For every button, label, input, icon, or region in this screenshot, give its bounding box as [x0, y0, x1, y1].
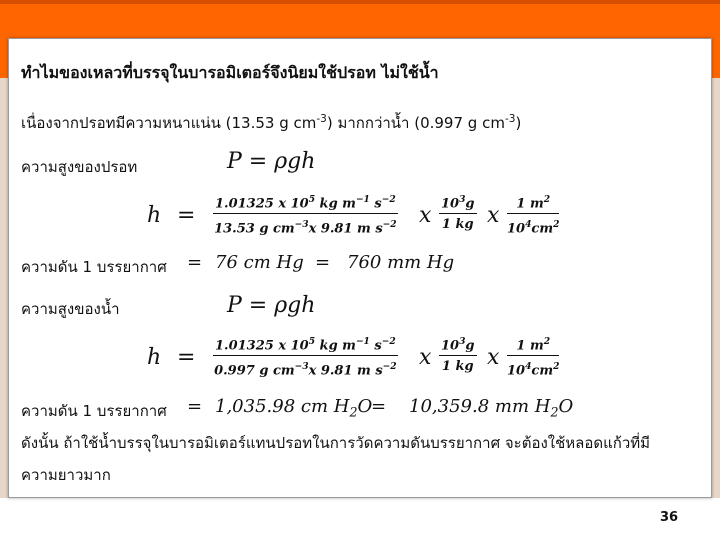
mercury-fraction-area: $\frac{1 m^2}{10^4cm^2}$ — [507, 191, 559, 238]
density-exp-water: -3 — [504, 113, 516, 125]
mercury-pressure-label: ความดัน 1 บรรยากาศ — [21, 258, 167, 276]
conclusion-line-2: ความยาวมาก — [21, 466, 111, 484]
density-statement — [21, 111, 521, 135]
water-fraction-pressure — [213, 333, 398, 380]
water-frac1-denominator: 0.997 g $cm^{-3}x$ 9.81 m $s^{-2}$ — [214, 361, 397, 379]
mercury-pressure-cmhg: 76 cm Hg — [215, 252, 304, 273]
conclusion-line-1: ดังนั้น ถ้าใช้น้ำบรรจุในบารอมิเตอร์แทนปรอทในการวัดความดันบรรยากาศ จะต้องใช้หลอดแก้วที่มี — [21, 434, 651, 452]
water-pressure-eq1: = — [187, 396, 203, 417]
mercury-pressure-mmhg: 760 mm Hg — [347, 252, 455, 273]
mercury-equals: = — [177, 203, 196, 228]
mercury-fraction-gram: $\frac{10^3g}{1 kg}$ — [439, 191, 477, 233]
slide-title: ทำไมของเหลวที่บรรจุในบารอมิเตอร์จึงนิยมใช้ปรอท ไม่ใช้น้ำ — [21, 63, 439, 82]
mercury-times-2: x — [487, 203, 500, 228]
water-pressure-label: ความดัน 1 บรรยากาศ — [21, 402, 167, 420]
water-fraction-gram: $\frac{10^3g}{1 kg}$ — [439, 333, 477, 375]
page-number: 36 — [660, 510, 679, 525]
water-pressure-mmh2o: 10,359.8 mm $H_2O$ — [409, 396, 574, 420]
water-times-1: x — [419, 345, 432, 370]
density-middle: ) มากกว่าน้ำ (0.997 g cm — [326, 114, 505, 132]
water-frac1-numerator: 1.01325 x $10^5$ kg $m^{-1}$ $s^{-2}$ — [213, 333, 398, 356]
content-panel — [8, 38, 712, 498]
water-formula: P = ρgh — [227, 293, 316, 318]
mercury-pressure-eq1: = — [187, 252, 203, 273]
mercury-formula: P = ρgh — [227, 149, 316, 174]
density-suffix: ) — [515, 114, 522, 132]
mercury-height-label: ความสูงของปรอท — [21, 158, 138, 176]
mercury-frac1-denominator: 13.53 g $cm^{-3}x$ 9.81 m $s^{-2}$ — [214, 219, 397, 237]
mercury-h-symbol: h — [147, 203, 162, 228]
water-pressure-cmh2o: 1,035.98 cm $H_2O$ — [215, 396, 373, 420]
water-height-label: ความสูงของน้ำ — [21, 300, 120, 318]
mercury-pressure-eq2: = — [315, 252, 331, 273]
header-bar-edge — [0, 0, 720, 4]
density-exp-mercury: -3 — [316, 113, 327, 125]
water-equals: = — [177, 345, 196, 370]
density-prefix: เนื่องจากปรอทมีความหนาแน่น (13.53 g cm — [21, 114, 317, 132]
water-times-2: x — [487, 345, 500, 370]
mercury-fraction-pressure — [213, 191, 398, 238]
mercury-frac1-numerator: 1.01325 x $10^5$ kg $m^{-1}$ $s^{-2}$ — [213, 191, 398, 214]
water-pressure-eq2: = — [371, 396, 387, 417]
mercury-times-1: x — [419, 203, 432, 228]
water-fraction-area: $\frac{1 m^2}{10^4cm^2}$ — [507, 333, 559, 380]
water-h-symbol: h — [147, 345, 162, 370]
